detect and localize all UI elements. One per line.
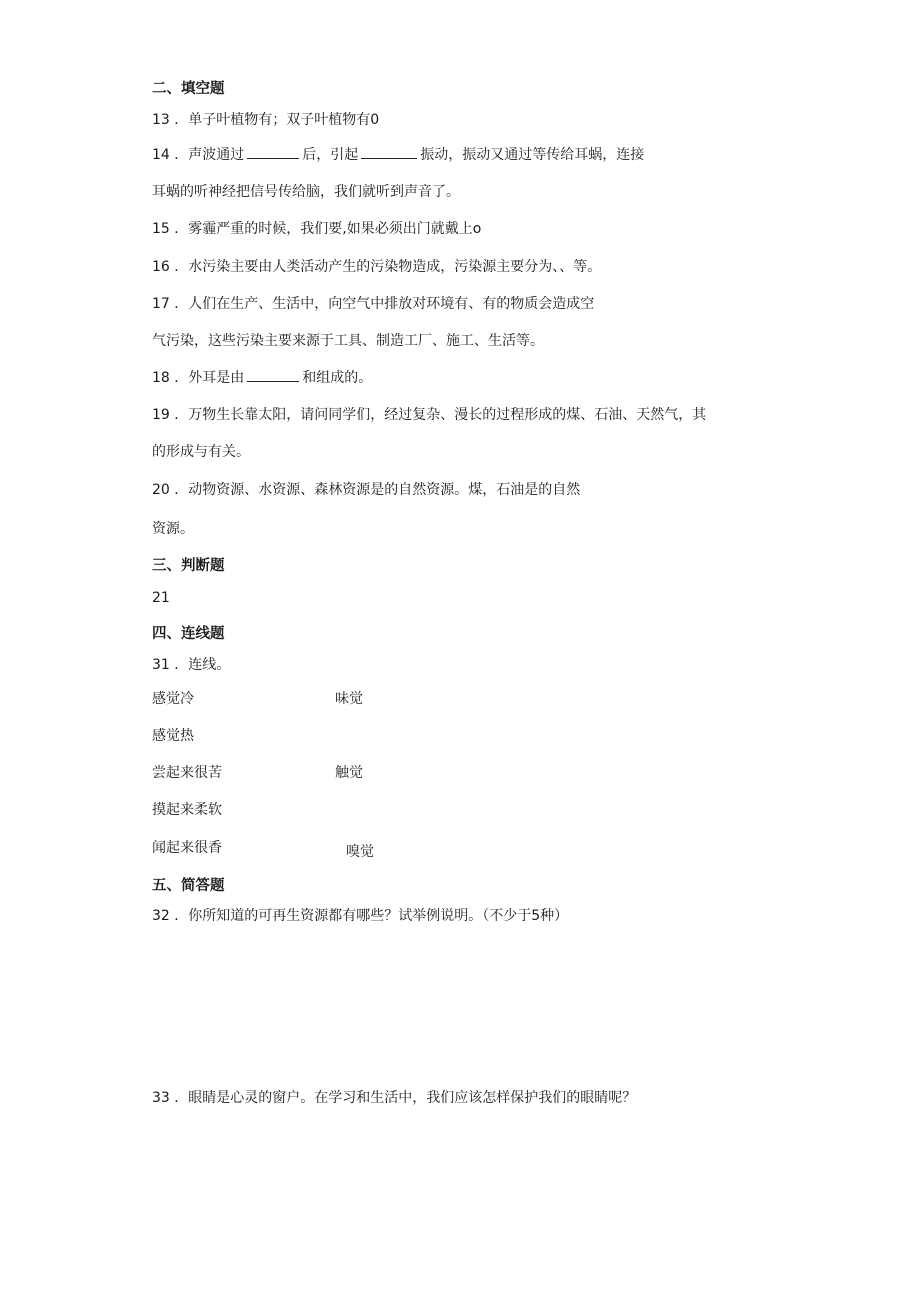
question-14-line1: [152, 146, 644, 164]
question-31-title: 31 ．连线。: [152, 657, 231, 673]
question-16: 16 ．水污染主要由人类活动产生的污染物造成，污染源主要分为、、等。: [152, 259, 602, 275]
match-left-item: 感觉冷: [152, 691, 194, 707]
match-left-item: 闻起来很香: [152, 840, 222, 856]
question-17-line1: 17 ．人们在生产、生活中，向空气中排放对环境有、有的物质会造成空: [152, 296, 595, 312]
question-20-line1: 20 ．动物资源、水资源、森林资源是的自然资源。煤，石油是的自然: [152, 482, 581, 498]
match-left-item: 尝起来很苦: [152, 765, 222, 781]
answer-blank: [361, 146, 417, 159]
section-match-heading: 四、连线题: [152, 626, 225, 642]
question-14-part1: 14 ．声波通过: [152, 147, 245, 163]
question-20-line2: 资源。: [152, 521, 194, 537]
match-right-item: 味觉: [335, 691, 363, 707]
match-right-item: 触觉: [335, 765, 363, 781]
question-14-line2: 耳蜗的听神经把信号传给脑，我们就听到声音了。: [152, 184, 460, 200]
question-18: [152, 369, 372, 387]
question-14-part2: 后，引起: [302, 147, 359, 163]
question-14-part3: 振动，振动又通过等传给耳蜗，连接: [420, 147, 645, 163]
section-judge-heading: 三、判断题: [152, 558, 225, 574]
question-17-line2: 气污染，这些污染主要来源于工具、制造工厂、施工、生活等。: [152, 333, 544, 349]
section-short-heading: 五、简答题: [152, 878, 225, 894]
question-18-part1: 18 ．外耳是由: [152, 370, 245, 386]
match-left-item: 感觉热: [152, 728, 194, 744]
question-32: 32 ．你所知道的可再生资源都有哪些？试举例说明。（不少于5种）: [152, 908, 569, 924]
match-left-item: 摸起来柔软: [152, 802, 222, 818]
answer-blank: [247, 369, 299, 382]
question-21: 21: [152, 590, 170, 606]
question-19-line1: 19 ．万物生长靠太阳，请问同学们，经过复杂、漫长的过程形成的煤、石油、天然气，其: [152, 407, 707, 423]
section-fill-heading: 二、填空题: [152, 81, 225, 97]
question-33: 33 ．眼睛是心灵的窗户。在学习和生活中，我们应该怎样保护我们的眼睛呢？: [152, 1090, 637, 1106]
question-15: 15 ．雾霾严重的时候，我们要,如果必须出门就戴上o: [152, 221, 482, 237]
answer-blank: [247, 146, 299, 159]
question-13: 13 ．单子叶植物有；双子叶植物有0: [152, 112, 380, 128]
match-right-item: 嗅觉: [346, 844, 374, 860]
question-19-line2: 的形成与有关。: [152, 444, 250, 460]
question-18-part2: 和组成的。: [302, 370, 373, 386]
